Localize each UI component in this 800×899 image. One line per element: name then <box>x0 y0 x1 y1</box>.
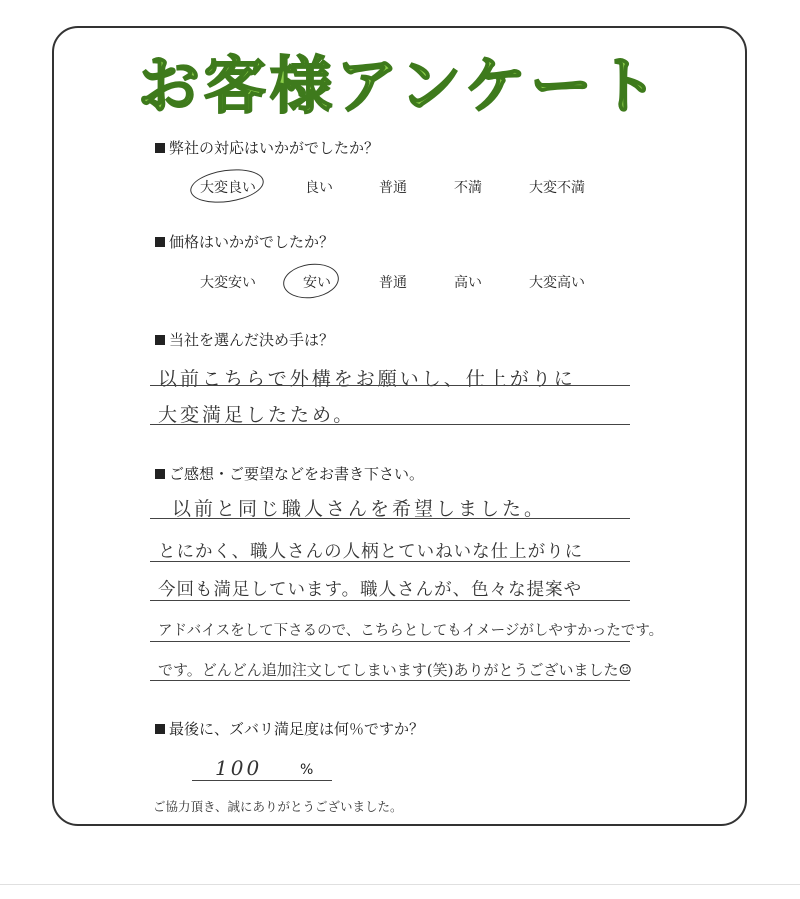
square-bullet-icon <box>155 237 165 247</box>
percent-unit: % <box>300 762 314 778</box>
option-very-dissatisfied: 大変不満 <box>529 180 585 196</box>
option-very-cheap: 大変安い <box>200 275 256 291</box>
handwritten-answer-line: アドバイスをして下さるので、こちらとしてもイメージがしやすかったです。 <box>158 623 664 639</box>
survey-title: お客様アンケート <box>137 49 663 122</box>
answer-rule <box>150 600 630 601</box>
square-bullet-icon <box>155 335 165 345</box>
question-decision: 当社を選んだ決め手は？ <box>155 329 334 350</box>
option-good: 良い <box>305 180 333 196</box>
square-bullet-icon <box>155 143 165 153</box>
option-expensive: 高い <box>454 275 482 291</box>
option-very-good: 大変良い <box>200 180 256 196</box>
satisfaction-value: 100 <box>215 756 263 780</box>
handwritten-answer-line: 今回も満足しています。職人さんが、色々な提案や <box>158 580 583 600</box>
page-divider <box>0 884 800 885</box>
option-very-expensive: 大変高い <box>529 275 585 291</box>
question-service: 弊社の対応はいかがでしたか？ <box>155 137 379 158</box>
handwritten-answer-line: とにかく、職人さんの人柄とていねいな仕上がりに <box>158 542 584 562</box>
handwritten-answer-line: 大変満足したため。 <box>158 404 356 426</box>
option-normal: 普通 <box>379 180 407 196</box>
square-bullet-icon <box>155 724 165 734</box>
answer-rule <box>150 424 630 425</box>
answer-rule <box>150 641 630 642</box>
option-dissatisfied: 不満 <box>454 180 482 196</box>
answer-rule <box>150 518 630 519</box>
thank-you-note: ご協力頂き、誠にありがとうございました。 <box>153 799 403 814</box>
option-cheap: 安い <box>303 275 331 291</box>
question-price: 価格はいかがでしたか？ <box>155 231 334 252</box>
answer-rule <box>150 561 630 562</box>
question-feedback: ご感想・ご要望などをお書き下さい。 <box>155 463 424 484</box>
answer-rule <box>150 385 630 386</box>
question-satisfaction: 最後に、ズバリ満足度は何％ですか？ <box>155 718 424 739</box>
answer-rule <box>150 680 630 681</box>
satisfaction-rule <box>192 780 332 781</box>
option-normal-price: 普通 <box>379 275 407 291</box>
handwritten-answer-line: 以前こちらで外構をお願いし、仕上がりに <box>158 368 576 390</box>
handwritten-answer-line: 以前と同じ職人さんを希望しました。 <box>172 498 547 520</box>
square-bullet-icon <box>155 469 165 479</box>
handwritten-answer-line: です。どんどん追加注文してしまいます(笑)ありがとうございました☺ <box>158 661 632 679</box>
